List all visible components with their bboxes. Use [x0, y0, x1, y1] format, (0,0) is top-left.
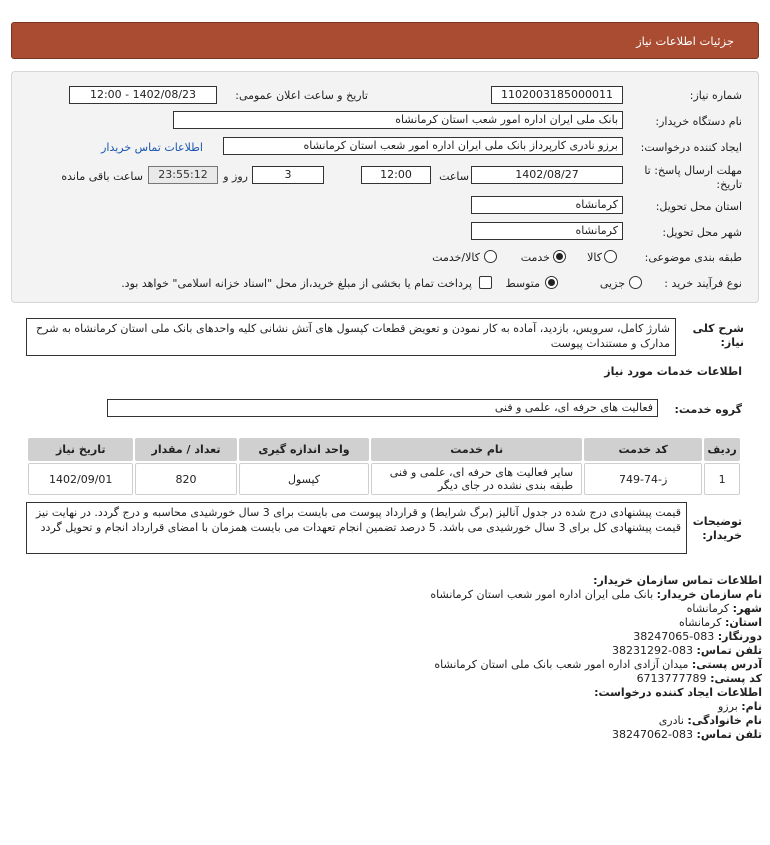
days-field[interactable]: 3 — [252, 166, 324, 184]
category-option-goods-service: کالا/خدمت — [432, 251, 480, 264]
category-radio-goods-service[interactable] — [484, 250, 497, 263]
need-number-label: شماره نیاز: — [689, 89, 742, 102]
column-header-unit: واحد اندازه گیری — [239, 438, 370, 461]
table-row — [28, 463, 740, 495]
contact-fax: دورنگار: 083-38247065 — [633, 630, 762, 643]
announce-datetime-field[interactable]: 1402/08/23 - 12:00 — [69, 86, 217, 104]
summary-text: شارژ کامل، سرویس، بازدید، آماده به کار نمودن و تعویض قطعات کپسول های آتش نشانی کلیه واحدهای بانک ملی استان کرمانشاه به شرح مدارک و مستندات پیوست — [26, 318, 676, 356]
need-number-field[interactable]: 1102003185000011 — [491, 86, 623, 104]
buyer-notes-text: قیمت پیشنهادی درج شده در جدول آنالیز (برگ شرایط) و قرارداد پیوست می بایست برای 3 سال خورشیدی محاسبه و درج گردد. در نهایت نیز قیمت پیشنهادی کل برای 3 سال خورشیدی می باشد. 5 درصد تضمین انجام تعهدات می بایست همزمان با امضای قرارداد انجام و تحویل گردد — [26, 502, 687, 554]
page-title: جزئیات اطلاعات نیاز — [636, 34, 734, 48]
column-header-date: تاریخ نیاز — [28, 438, 133, 461]
page-header — [11, 22, 759, 59]
process-option-medium: متوسط — [505, 277, 540, 290]
cell-quantity: 820 — [135, 463, 236, 495]
category-option-service: خدمت — [520, 251, 550, 264]
creator-label: ایجاد کننده درخواست: — [640, 141, 742, 154]
days-label: روز و — [223, 170, 248, 183]
buyer-notes-label-1: توضیحات — [692, 515, 742, 528]
category-option-goods: کالا — [587, 251, 602, 264]
buyer-org-field[interactable]: بانک ملی ایران اداره امور شعب استان کرمانشاه — [173, 111, 623, 129]
column-header-name: نام خدمت — [371, 438, 582, 461]
creator-section-title: اطلاعات ایجاد کننده درخواست: — [594, 686, 762, 699]
column-header-code: کد خدمت — [584, 438, 702, 461]
contact-postal-code: کد پستی: 6713777789 — [636, 672, 762, 685]
remaining-label: ساعت باقی مانده — [61, 170, 143, 183]
contact-province: استان: کرمانشاه — [678, 616, 762, 629]
cell-service-code: ز-74-749 — [584, 463, 702, 495]
deadline-time-field[interactable]: 12:00 — [361, 166, 431, 184]
city-field[interactable]: کرمانشاه — [471, 222, 623, 240]
cell-row-number: 1 — [704, 463, 740, 495]
contact-org: نام سازمان خریدار: بانک ملی ایران اداره امور شعب استان کرمانشاه — [430, 588, 762, 601]
cell-need-date: 1402/09/01 — [28, 463, 133, 495]
need-details-panel — [11, 71, 759, 303]
cell-service-name: سایر فعالیت های حرفه ای، علمی و فنی طبقه بندی نشده در جای دیگر — [371, 463, 582, 495]
services-table — [26, 436, 742, 497]
column-header-qty: تعداد / مقدار — [135, 438, 236, 461]
summary-label-2: نیاز: — [720, 336, 744, 349]
buyer-notes-label-2: خریدار: — [702, 529, 742, 542]
cell-unit: کپسول — [239, 463, 370, 495]
remaining-time-field: 23:55:12 — [148, 166, 218, 184]
category-radio-service[interactable] — [553, 250, 566, 263]
deadline-label-1: مهلت ارسال پاسخ: تا — [644, 164, 742, 177]
treasury-text: پرداخت تمام یا بخشی از مبلغ خرید،از محل "اسناد خزانه اسلامی" خواهد بود. — [121, 277, 472, 290]
service-group-label: گروه خدمت: — [674, 403, 742, 416]
process-radio-medium[interactable] — [545, 276, 558, 289]
service-group-field[interactable]: فعالیت های حرفه ای، علمی و فنی — [107, 399, 658, 417]
services-section-title: اطلاعات خدمات مورد نیاز — [604, 365, 742, 378]
province-field[interactable]: کرمانشاه — [471, 196, 623, 214]
contact-address: آدرس پستی: میدان آزادی اداره امور شعب بانک ملی استان کرمانشاه — [434, 658, 762, 671]
time-label: ساعت — [439, 170, 469, 183]
category-radio-goods[interactable] — [604, 250, 617, 263]
contact-section-title: اطلاعات تماس سازمان خریدار: — [593, 574, 762, 587]
announce-label: تاریخ و ساعت اعلان عمومی: — [235, 89, 368, 102]
creator-family-name: نام خانوادگی: نادری — [658, 714, 762, 727]
deadline-date-field[interactable]: 1402/08/27 — [471, 166, 623, 184]
city-label: شهر محل تحویل: — [662, 226, 742, 239]
buyer-contact-link[interactable]: اطلاعات تماس خریدار — [101, 141, 203, 154]
column-header-row: ردیف — [704, 438, 740, 461]
creator-phone: تلفن تماس: 083-38247062 — [612, 728, 762, 741]
process-option-minor: جزیی — [599, 277, 625, 290]
process-radio-minor[interactable] — [629, 276, 642, 289]
buyer-org-label: نام دستگاه خریدار: — [655, 115, 742, 128]
contact-phone: تلفن تماس: 083-38231292 — [612, 644, 762, 657]
deadline-label-2: تاریخ: — [716, 178, 742, 191]
treasury-checkbox[interactable] — [479, 276, 492, 289]
province-label: استان محل تحویل: — [655, 200, 742, 213]
creator-field[interactable]: برزو نادری کارپرداز بانک ملی ایران اداره امور شعب استان کرمانشاه — [223, 137, 623, 155]
contact-city: شهر: کرمانشاه — [686, 602, 762, 615]
process-label: نوع فرآیند خرید : — [664, 277, 742, 290]
category-label: طبقه بندی موضوعی: — [644, 251, 742, 264]
summary-label-1: شرح کلی — [692, 322, 744, 335]
creator-first-name: نام: برزو — [718, 700, 762, 713]
